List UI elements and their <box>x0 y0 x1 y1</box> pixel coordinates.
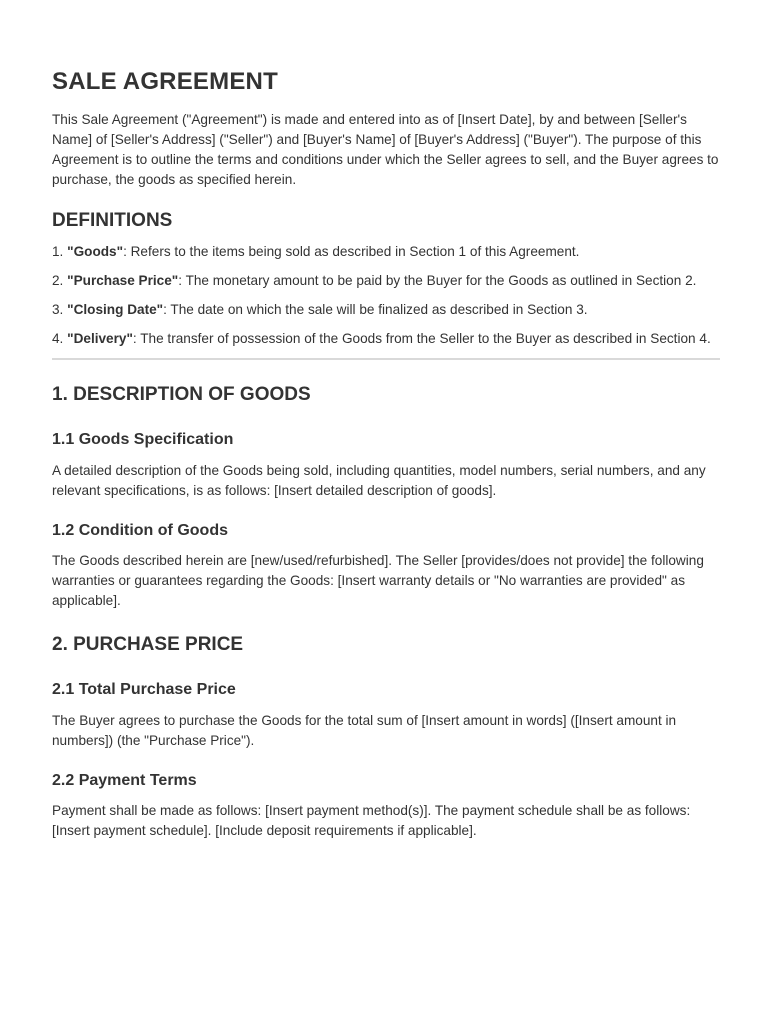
definition-text: : The monetary amount to be paid by the Buyer for the Goods as outlined in Section 2. <box>178 273 697 288</box>
definitions-list <box>52 242 720 349</box>
subsection-2-2-text: Payment shall be made as follows: [Insert payment method(s)]. The payment schedule shall be as follows: [Insert payment schedule]. [Include deposit requirements if applicable]. <box>52 803 691 838</box>
document-page <box>52 68 720 841</box>
subsection-2-2-heading: 2.2 Payment Terms <box>52 772 197 789</box>
section-divider <box>52 358 720 360</box>
subsection-1-1-heading: 1.1 Goods Specification <box>52 431 234 448</box>
definition-item: 1. "Goods": Refers to the items being sold as described in Section 1 of this Agreement. <box>52 244 580 259</box>
definitions-heading: DEFINITIONS <box>52 210 173 231</box>
subsection-2-1-heading: 2.1 Total Purchase Price <box>52 681 236 698</box>
definition-term: "Closing Date" <box>67 302 164 317</box>
document-title: SALE AGREEMENT <box>52 68 278 95</box>
section-2-heading: 2. PURCHASE PRICE <box>52 634 244 655</box>
subsection-1-2-heading: 1.2 Condition of Goods <box>52 522 228 539</box>
definition-term: "Purchase Price" <box>67 273 179 288</box>
definition-text: : Refers to the items being sold as described in Section 1 of this Agreement. <box>123 244 580 259</box>
subsection-1-2-text: The Goods described herein are [new/used/refurbished]. The Seller [provides/does not provide] the following warranties or guarantees regarding the Goods: [Insert warranty details or "No warranties are provided" as applicable]. <box>52 553 704 608</box>
definition-text: : The date on which the sale will be finalized as described in Section 3. <box>163 302 588 317</box>
definition-term: "Goods" <box>67 244 124 259</box>
definition-item: 3. "Closing Date": The date on which the sale will be finalized as described in Section 3. <box>52 302 588 317</box>
definition-text: : The transfer of possession of the Goods from the Seller to the Buyer as described in Section 4. <box>132 331 711 346</box>
definition-term: "Delivery" <box>67 331 133 346</box>
subsection-1-1-text: A detailed description of the Goods being sold, including quantities, model numbers, serial numbers, and any relevant specifications, is as follows: [Insert detailed description of goods]. <box>52 463 706 498</box>
subsection-2-1-text: The Buyer agrees to purchase the Goods for the total sum of [Insert amount in words] ([Insert amount in numbers]) (the "Purchase Price"). <box>52 713 677 748</box>
definition-item: 2. "Purchase Price": The monetary amount to be paid by the Buyer for the Goods as outlined in Section 2. <box>52 273 697 288</box>
section-1-heading: 1. DESCRIPTION OF GOODS <box>52 384 311 405</box>
definition-item: 4. "Delivery": The transfer of possession of the Goods from the Seller to the Buyer as described in Section 4. <box>52 331 711 346</box>
intro-paragraph: This Sale Agreement ("Agreement") is made and entered into as of [Insert Date], by and between [Seller's Name] of [Seller's Address] ("Seller") and [Buyer's Name] of [Buyer's Address] ("Buyer"). The purpose of this Agreement is to outline the terms and conditions under which the Seller agrees to sell, and the Buyer agrees to purchase, the goods as specified herein. <box>52 112 719 187</box>
